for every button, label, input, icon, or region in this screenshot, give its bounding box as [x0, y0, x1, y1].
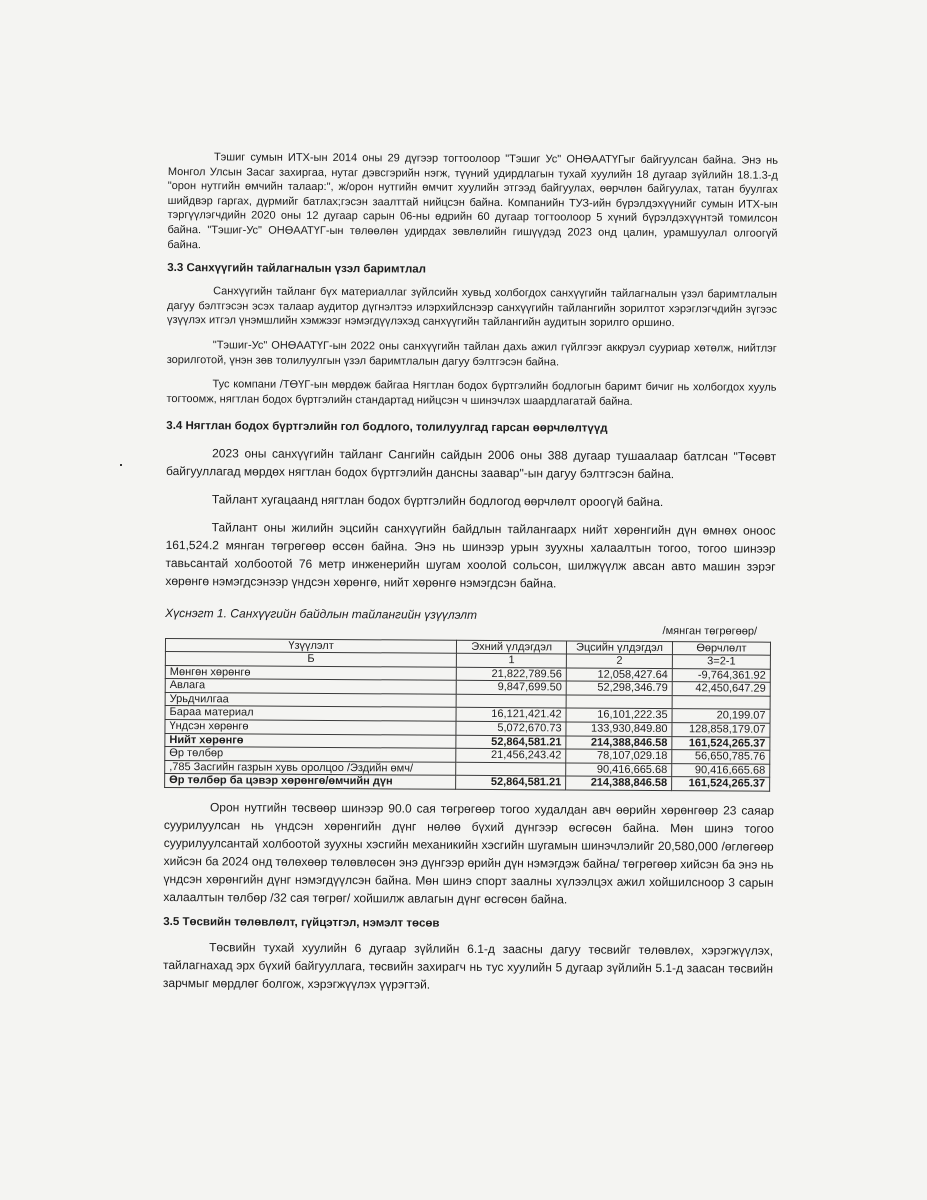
subheader-2: 2: [566, 654, 672, 668]
row-opening: 21,456,243.42: [456, 749, 566, 763]
row-change: 161,524,265.37: [672, 777, 770, 791]
header-closing-balance: Эцсийн үлдэгдэл: [567, 640, 673, 654]
section-3-3-heading: 3.3 Санхүүгийн тайлагналын үзэл баримтлал: [167, 262, 427, 276]
table-unit: /мянган төгрөгөөр/: [662, 624, 758, 638]
row-closing: 214,388,846.58: [566, 776, 672, 790]
section-3-4-paragraph-1: 2023 оны санхүүгийн тайланг Сангийн сайдын 2006 оны 388 дугаар тушаалаар батлсан "Төсөвт байгууллагад мөрдөх нягтлан бодох бүртгэлийн дансны заавар"-ын дагуу бэлтгэсэн байна.: [165, 446, 777, 482]
section-3-3-paragraph-2: "Тэшиг-Ус" ОНӨААТҮГ-ын 2022 оны санхүүгийн тайлан дахь ажил гүйлгээг аккруэл сууриар хөтөлж, нийтлэг зорилготой, үнэн зөв толилуулгын үзэл баримтлалын дагуу бэлтгэсэн байна.: [166, 339, 777, 368]
row-opening: 5,072,670.73: [456, 721, 566, 735]
row-closing: 133,930,849.80: [566, 722, 672, 736]
section-3-4-paragraph-3: Тайлант оны жилийн эцсийн санхүүгийн байдлын тайлангаарх нийт хөрөнгийн дүн өмнөх оноос 161,524.2 мянган төгрөгөөр өссөн байна. Энэ нь шинээр урын зуухны халаалтын тогоо, тогоо шинээр тавьсантай холбоотой 76 метр инженерийн шугам хоолой сольсон, шилжүүлж авсан авто машин зэрэг хөрөнгө нэмэгдсэнээр үндсэн хөрөнгө, нийт хөрөнгө нэмэгдсэн байна.: [165, 520, 776, 591]
row-closing: 214,388,846.58: [566, 736, 672, 750]
section-3-4-heading: 3.4 Нягтлан бодох бүртгэлийн гол бодлого, толилуулгад гарсан өөрчлөлтүүд: [166, 420, 608, 436]
row-closing: 52,298,346.79: [566, 681, 672, 695]
row-label: Авлага: [165, 679, 456, 694]
row-label: Өр төлбөр ба цэвэр хөрөнгө/өмчийн дүн: [165, 774, 456, 789]
row-label: ,785 Засгийн газрын хувь оролцоо /Эздийн өмч/: [165, 760, 456, 775]
section-3-5-heading: 3.5 Төсвийн төлөвлөлт, гүйцэтгэл, нэмэлт төсөв: [163, 916, 440, 930]
row-opening: [456, 762, 566, 776]
row-label: Бараа материал: [165, 706, 456, 721]
row-label: Үндсэн хөрөнгө: [165, 720, 456, 735]
row-change: [672, 695, 770, 709]
subheader-1: 1: [457, 653, 567, 667]
header-change: Өөрчлөлт: [672, 641, 770, 655]
row-opening: 52,864,581.21: [456, 776, 566, 790]
row-closing: 90,416,665.68: [566, 763, 672, 777]
row-label: Нийт хөрөнгө: [165, 733, 456, 748]
financial-position-table: [164, 637, 771, 791]
section-3-3-paragraph-3: Тус компани /ТӨҮГ-ын мөрдөж байгаа Нягтлан бодох бүртгэлийн бодлогын баримт бичиг нь холбогдох хууль тогтоомж, нягтлан бодох бүртгэлийн стандартад нийцсэн ч шинэчлэх шаардлагатай байна.: [166, 378, 777, 408]
section-3-5-paragraph: Төсвийн тухай хуулийн 6 дугаар зүйлийн 6.1-д заасны дагуу төсвийг төлөвлөх, хэрэгжүүлэх, тайлагнахад эрх бүхий байгууллага, төсвийн захирагч нь тус хуулийн 5 дугаар зүйлийн 5.1-д заасан төсвийн зарчмыг мөрдлөг болгож, хэрэгжүүлэх үүрэгтэй.: [162, 940, 774, 992]
after-table-body: [163, 798, 774, 910]
page-content: [163, 150, 778, 996]
subheader-3: 3=2-1: [672, 655, 770, 669]
header-indicator: Үзүүлэлт: [165, 638, 456, 653]
row-change: 90,416,665.68: [672, 763, 770, 777]
row-closing: 12,058,427.64: [566, 668, 672, 682]
header-opening-balance: Эхний үлдэгдэл: [457, 640, 567, 654]
row-closing: [566, 695, 672, 709]
section-3-5-body: [163, 938, 773, 996]
intro-paragraph: Тэшиг сумын ИТХ-ын 2014 оны 29 дүгээр тогтоолоор "Тэшиг Ус" ОНӨААТҮГыг байгуулсан байна. Энэ нь Монгол Улсын Засаг захиргаа, нутаг дэвсгэрийн нэгж, түүний удирдлагын тухай хуулийн 18 дугаар зүйлийн 18.1.3-д "орон нутгийн өмчийн талаар:", ж/орон нутгийн өмчит хуулийн этгээд байгуулах, өөрчлөн байгуулах, татан буулгах шийдвэр гаргах, дүрмийг батлах;гэсэн заалттай нийцсэн байна. Компанийн ТУЗ-ийн бүрэлдэхүүнийг сумын ИТХ-ын тэргүүлэгчдийн 2020 оны 12 дугаар сарын 06-ны өдрийн 60 дугаар тогтоолоор 5 хүний бүрэлдэхүүнтэй томилсон байна. "Тэшиг-Ус" ОНӨААТҮГ-ын төлөөлөн удирдах зөвлөлийн гишүүдэд 2023 онд цалин, урамшуулал олгоогүй байна.: [167, 151, 778, 251]
after-table-paragraph: Орон нутгийн төсвөөр шинээр 90.0 сая төгрөгөөр тогоо худалдан авч өөрийн хөрөнгөөр 23 саяар суурилуулсан нь үндсэн хөрөнгийн дүнг нөлөө бүхий дүнгээр өсгөсөн байна. Мөн шинэ тогоо суурилуулсантай холбоотой зуухны хэсгийн механикийн хэсгийн шугамын шинэчлэлийг 20,580,000 /өглөгөөр хийсэн ба 2024 онд төлөхөөр төлөвлөсөн энэ дүнгээр өрийн дүн нэмэгдэж байна/ төгрөгөөр хийсэн ба энэ нь үндсэн хөрөнгийн дүнг нэмэгдүүлсэн байна. Мөн шинэ спорт заалны хүлээлцэх ажил хойшилсноор 3 сарын халаалтын төлбөр /32 сая төгрөг/ хойшилж авлагын дүнг өсгөсөн байна.: [163, 800, 775, 907]
row-change: 161,524,265.37: [672, 736, 770, 750]
row-opening: 9,847,699.50: [456, 681, 566, 695]
row-closing: 78,107,029.18: [566, 749, 672, 763]
row-change: -9,764,361.92: [672, 668, 770, 682]
section-3-4-body: [165, 444, 776, 594]
row-opening: 21,822,789.56: [456, 667, 566, 681]
subheader-b: Б: [165, 652, 456, 667]
section-3-4-paragraph-2: Тайлант хугацаанд нягтлан бодох бүртгэлийн бодлогод өөрчлөлт ороогүй байна.: [211, 492, 664, 510]
scan-speck: [120, 464, 122, 466]
row-label: Өр төлбөр: [165, 747, 456, 762]
row-closing: 16,101,222.35: [566, 708, 672, 722]
table-total-row: [165, 774, 770, 791]
row-label: Урьдчилгаа: [165, 692, 456, 707]
row-change: 20,199.07: [672, 709, 770, 723]
row-change: 56,650,785.76: [672, 750, 770, 764]
section-3-3-paragraph-1: Санхүүгийн тайланг бүх материаллаг зүйлсийн хувьд холбогдох санхүүгийн тайлагналын үзэл баримтлалын дагуу бэлтгэсэн эсэх талаар аудитор дүгнэлтээ илэрхийлснээр санхүүгийн тайлангийн зорилтот хэрэглэгчдийн зүгээс үзүүлэх итгэл үнэмшлийн хэмжээг нэмэгдүүлэхэд санхүүгийн тайлангийн аудитын зорилго оршино.: [166, 285, 778, 330]
row-label: Мөнгөн хөрөнгө: [165, 665, 456, 680]
table-caption: Хүснэгт 1. Санхүүгийн байдлын тайлангийн үзүүлэлт: [165, 606, 478, 623]
row-change: 42,450,647.29: [672, 682, 770, 696]
row-change: 128,858,179.07: [672, 723, 770, 737]
row-opening: 52,864,581.21: [456, 735, 566, 749]
row-opening: 16,121,421.42: [456, 708, 566, 722]
row-opening: [456, 694, 566, 708]
